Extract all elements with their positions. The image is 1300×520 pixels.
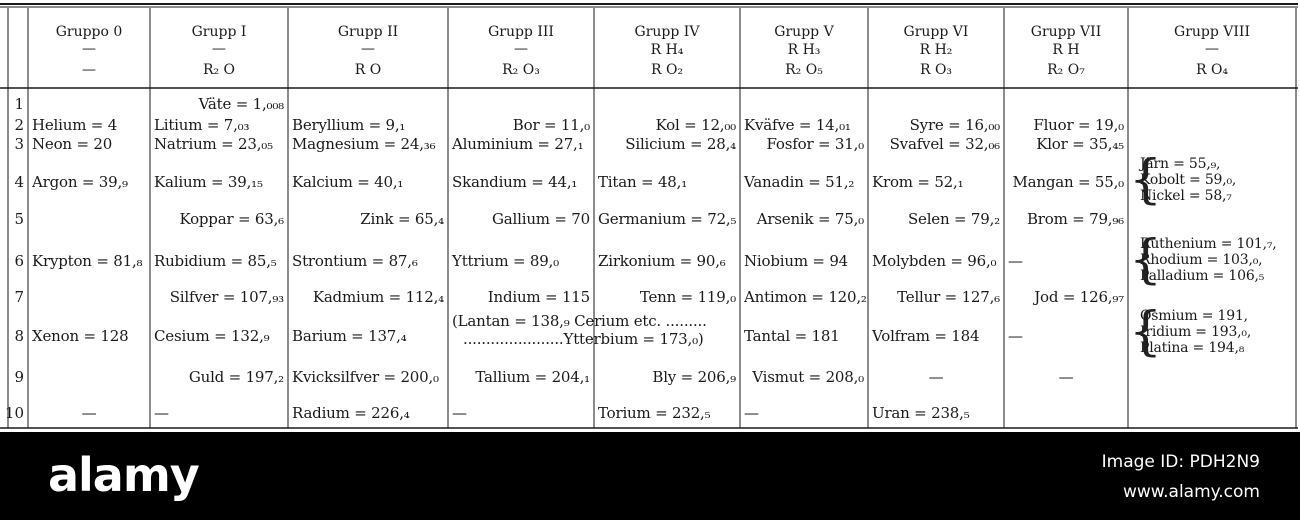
element-cell: Indium = 115	[487, 288, 590, 306]
watermark-bar	[0, 432, 1300, 520]
triad-element: Kobolt = 59,₀,	[1140, 172, 1237, 188]
element-cell: Fluor = 19,₀	[1033, 116, 1124, 134]
element-cell: Syre = 16,₀₀	[909, 116, 1000, 134]
element-cell: Vismut = 208,₀	[752, 368, 864, 386]
element-cell: Krypton = 81,₈	[32, 252, 143, 270]
element-cell: Torium = 232,₅	[598, 404, 711, 422]
alamy-logo: alamy	[48, 448, 199, 502]
oxide-formula: —	[82, 62, 96, 78]
element-cell: Germanium = 72,₅	[598, 210, 737, 228]
element-cell: Niobium = 94	[744, 252, 849, 270]
group-header-name: Grupp V	[774, 24, 834, 40]
triad-element: Iridium = 193,₀,	[1140, 324, 1252, 340]
element-cell: Koppar = 63,₆	[179, 210, 284, 228]
element-cell: Tenn = 119,₀	[639, 288, 736, 306]
group-header-name: Grupp VII	[1030, 24, 1102, 40]
element-cell: Silfver = 107,₉₃	[169, 288, 284, 306]
row-number: 10	[4, 404, 24, 422]
element-cell: Helium = 4	[32, 116, 118, 134]
triad-brace: {	[1129, 150, 1163, 210]
element-cell: Zink = 65,₄	[360, 210, 444, 228]
group-header-name: Grupp I	[191, 24, 247, 40]
element-cell: Beryllium = 9,₁	[292, 116, 406, 134]
group-header-name: Grupp II	[337, 24, 399, 40]
group-header-name: Gruppo 0	[55, 24, 123, 40]
element-cell: Litium = 7,₀₃	[154, 116, 250, 134]
element-cell: Silicium = 28,₄	[625, 135, 736, 153]
element-cell: Cesium = 132,₉	[154, 327, 270, 345]
element-cell: Tantal = 181	[744, 327, 840, 345]
element-cell: —	[154, 404, 169, 422]
element-cell: Zirkonium = 90,₆	[598, 252, 726, 270]
hydride-formula: R H₄	[650, 42, 684, 58]
element-cell: Volfram = 184	[872, 327, 980, 345]
oxide-formula: R₂ O₇	[1047, 62, 1085, 78]
hydride-formula: R H	[1052, 42, 1080, 58]
row-number: 2	[14, 116, 24, 134]
element-cell: —	[81, 404, 97, 422]
element-cell: Fosfor = 31,₀	[766, 135, 864, 153]
triad-element: Rhodium = 103,₀,	[1140, 252, 1263, 268]
group-header-dash: —	[212, 41, 226, 57]
element-cell: Bly = 206,₉	[652, 368, 736, 386]
oxide-formula: R O₄	[1195, 62, 1229, 78]
lanthanide-note-line-1: (Lantan = 138,₉ Cerium etc. .........	[452, 312, 707, 330]
group-header-dash: —	[361, 41, 375, 57]
oxide-formula: R₂ O₅	[785, 62, 823, 78]
element-cell: Tellur = 127,₆	[897, 288, 1000, 306]
element-cell: Strontium = 87,₆	[292, 252, 418, 270]
element-cell: Neon = 20	[32, 135, 113, 153]
group-header-name: Grupp IV	[634, 24, 700, 40]
element-cell: Aluminium = 27,₁	[452, 135, 584, 153]
oxide-formula: R O₂	[650, 62, 684, 78]
element-cell: Mangan = 55,₀	[1012, 173, 1124, 191]
lanthanide-note-line-2: ......................Ytterbium = 173,₀)	[463, 330, 704, 348]
element-cell: Selen = 79,₂	[907, 210, 1000, 228]
triad-element: Nickel = 58,₇	[1140, 188, 1232, 204]
row-number: 7	[14, 288, 24, 306]
element-cell: Skandium = 44,₁	[452, 173, 578, 191]
element-cell: Titan = 48,₁	[598, 173, 688, 191]
element-cell: Uran = 238,₅	[872, 404, 970, 422]
site-url-label: www.alamy.com	[1122, 482, 1260, 502]
element-cell: Gallium = 70	[492, 210, 590, 228]
element-cell: Kalcium = 40,₁	[292, 173, 404, 191]
row-number: 1	[14, 95, 24, 113]
group-header-dash: —	[1205, 41, 1219, 57]
group-header-name: Grupp VIII	[1174, 24, 1250, 40]
element-cell: Natrium = 23,₀₅	[154, 135, 273, 153]
hydride-formula: R H₃	[787, 42, 821, 58]
element-cell: Krom = 52,₁	[872, 173, 964, 191]
element-cell: Yttrium = 89,₀	[452, 252, 559, 270]
element-cell: Väte = 1,₀₀₈	[198, 95, 284, 113]
triad-element: Ruthenium = 101,₇,	[1140, 236, 1277, 252]
element-cell: Kalium = 39,₁₅	[154, 173, 263, 191]
element-cell: Antimon = 120,₂	[744, 288, 867, 306]
element-cell: —	[744, 404, 759, 422]
element-cell: Kväfve = 14,₀₁	[744, 116, 851, 134]
oxide-formula: R O	[354, 62, 382, 78]
element-cell: Klor = 35,₄₅	[1036, 135, 1124, 153]
element-cell: Magnesium = 24,₃₆	[292, 135, 436, 153]
group-header-dash: —	[82, 41, 96, 57]
oxide-formula: R₂ O₃	[502, 62, 540, 78]
triad-element: Järn = 55,₉,	[1140, 156, 1221, 172]
element-cell: Vanadin = 51,₂	[744, 173, 855, 191]
oxide-formula: R O₃	[919, 62, 953, 78]
row-number: 6	[14, 252, 24, 270]
element-cell: Kvicksilfver = 200,₀	[292, 368, 439, 386]
element-cell: —	[928, 368, 944, 386]
element-cell: —	[1008, 327, 1023, 345]
group-header-name: Grupp VI	[903, 24, 969, 40]
element-cell: Molybden = 96,₀	[872, 252, 997, 270]
row-number: 4	[14, 173, 24, 191]
element-cell: Kadmium = 112,₄	[312, 288, 444, 306]
element-cell: Xenon = 128	[32, 327, 129, 345]
triad-brace: {	[1129, 302, 1163, 362]
hydride-formula: R H₂	[919, 42, 953, 58]
row-number: 3	[14, 135, 24, 153]
element-cell: —	[452, 404, 467, 422]
element-cell: Rubidium = 85,₅	[154, 252, 277, 270]
triad-element: Platina = 194,₈	[1140, 340, 1245, 356]
group-header-name: Grupp III	[488, 24, 554, 40]
element-cell: Brom = 79,₉₆	[1026, 210, 1124, 228]
element-cell: —	[1008, 252, 1023, 270]
element-cell: Tallium = 204,₁	[475, 368, 590, 386]
element-cell: Guld = 197,₂	[188, 368, 284, 386]
element-cell: Barium = 137,₄	[292, 327, 407, 345]
row-number: 5	[14, 210, 24, 228]
triad-brace: {	[1129, 230, 1163, 290]
element-cell: Arsenik = 75,₀	[756, 210, 864, 228]
element-cell: Kol = 12,₀₀	[655, 116, 736, 134]
oxide-formula: R₂ O	[202, 62, 236, 78]
element-cell: Jod = 126,₉₇	[1034, 288, 1124, 306]
element-cell: —	[1058, 368, 1074, 386]
triad-element: Osmium = 191,	[1140, 308, 1248, 324]
group-header-dash: —	[514, 41, 528, 57]
element-cell: Bor = 11,₀	[512, 116, 590, 134]
element-cell: Argon = 39,₉	[32, 173, 128, 191]
element-cell: Svafvel = 32,₀₆	[889, 135, 1000, 153]
row-number: 9	[14, 368, 24, 386]
image-id-label: Image ID: PDH2N9	[1101, 452, 1260, 472]
row-number: 8	[14, 327, 24, 345]
element-cell: Radium = 226,₄	[292, 404, 410, 422]
triad-element: Palladium = 106,₅	[1140, 268, 1265, 284]
